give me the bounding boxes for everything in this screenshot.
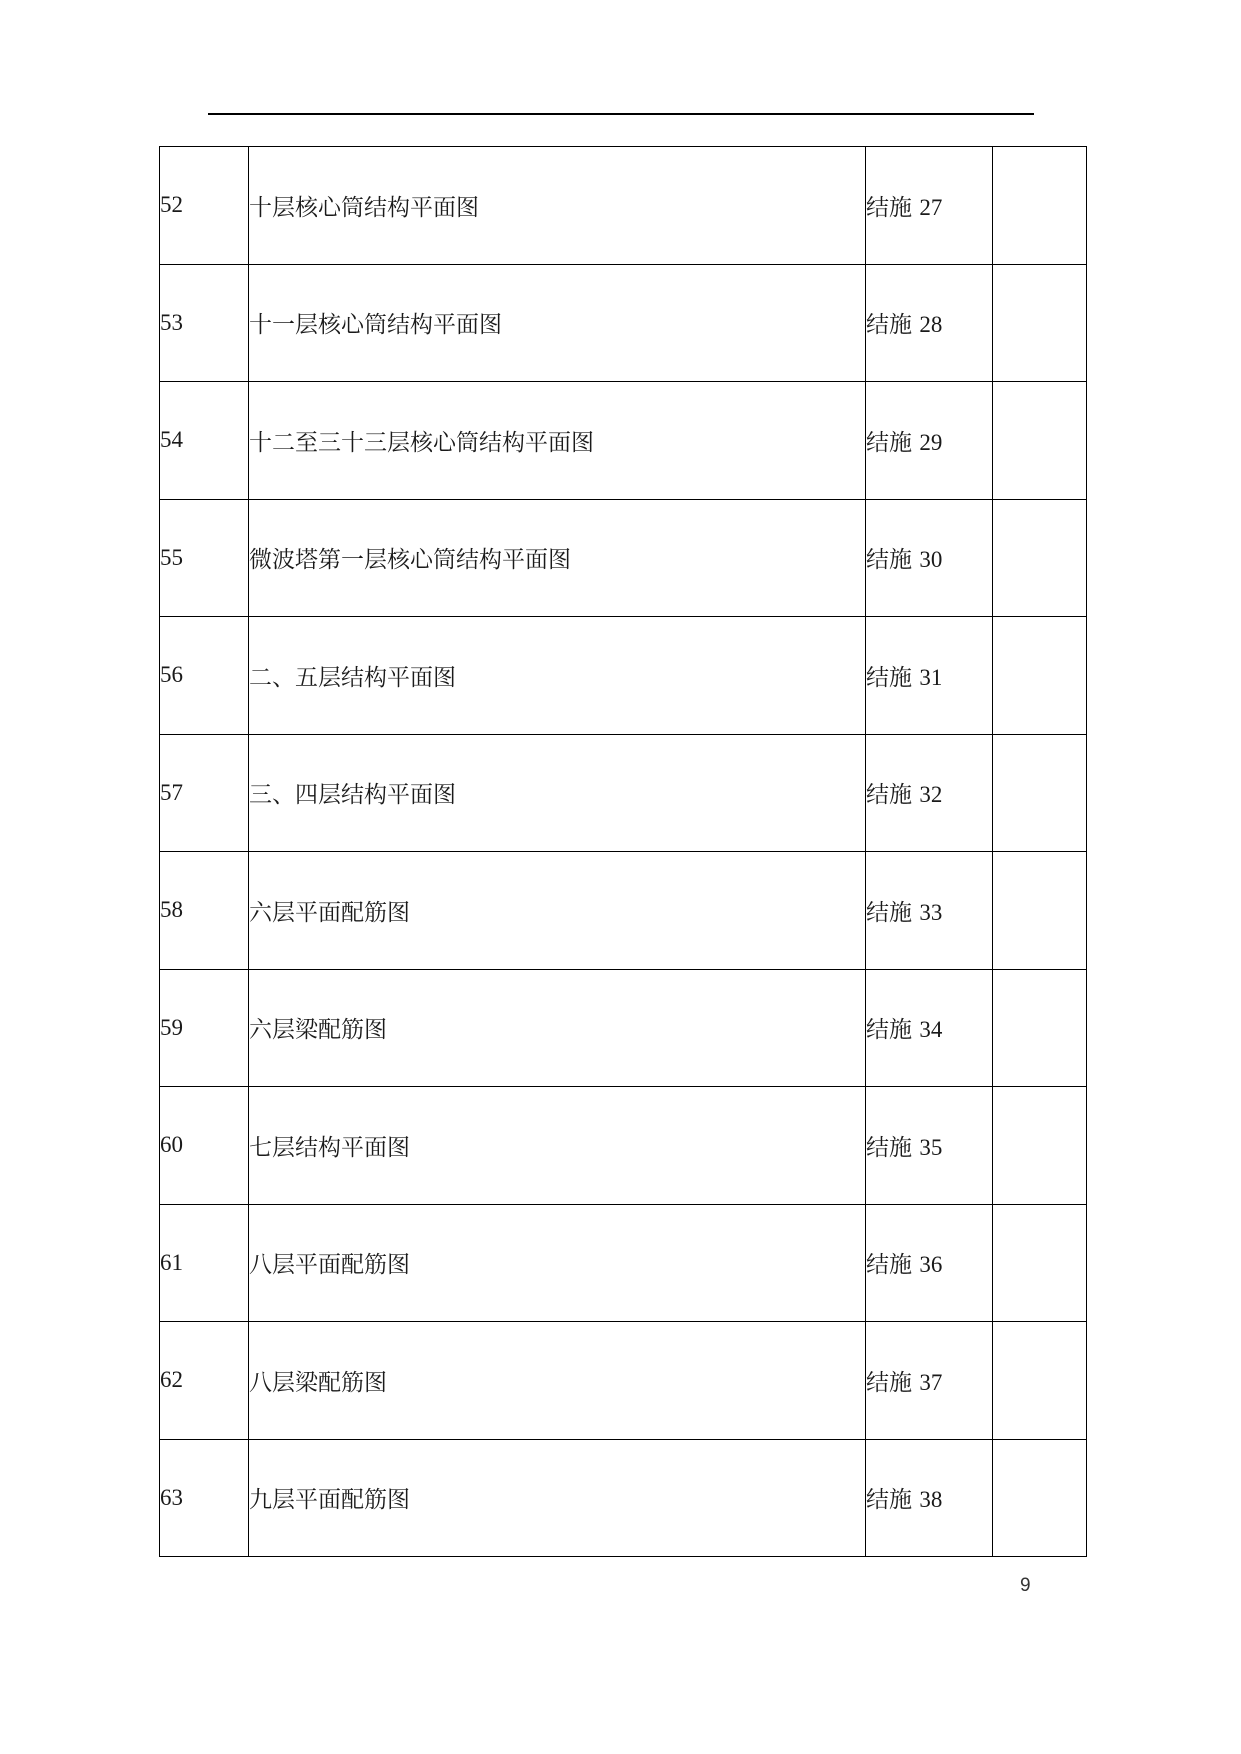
drawing-code (866, 264, 993, 382)
drawing-title: 微波塔第一层核心筒结构平面图 (249, 499, 866, 617)
drawing-title: 六层梁配筋图 (249, 969, 866, 1087)
drawing-title: 九层平面配筋图 (249, 1439, 866, 1557)
drawing-list-table (159, 146, 1087, 1557)
table-row (160, 382, 1087, 500)
drawing-code-prefix: 结施 (866, 1487, 912, 1514)
drawing-code-number: 29 (919, 429, 943, 455)
drawing-code-prefix: 结施 (866, 194, 912, 221)
remark-cell (993, 1439, 1087, 1557)
remark-cell (993, 1322, 1087, 1440)
table-row (160, 147, 1087, 265)
remark-cell (993, 1087, 1087, 1205)
drawing-title: 十层核心筒结构平面图 (249, 147, 866, 265)
drawing-code (866, 499, 993, 617)
remark-cell (993, 382, 1087, 500)
remark-cell (993, 147, 1087, 265)
drawing-title: 七层结构平面图 (249, 1087, 866, 1205)
drawing-title: 三、四层结构平面图 (249, 734, 866, 852)
table-row (160, 1439, 1087, 1557)
table-row (160, 264, 1087, 382)
remark-cell (993, 617, 1087, 735)
drawing-title: 二、五层结构平面图 (249, 617, 866, 735)
drawing-code-prefix: 结施 (866, 899, 912, 926)
remark-cell (993, 852, 1087, 970)
drawing-code-number: 38 (919, 1487, 943, 1513)
drawing-code-prefix: 结施 (866, 664, 912, 691)
row-number: 63 (160, 1439, 249, 1557)
drawing-code-number: 31 (919, 664, 943, 690)
table-row (160, 734, 1087, 852)
table-row (160, 1322, 1087, 1440)
remark-cell (993, 499, 1087, 617)
drawing-code-prefix: 结施 (866, 429, 912, 456)
row-number: 55 (160, 499, 249, 617)
drawing-code-prefix: 结施 (866, 547, 912, 574)
drawing-code-prefix: 结施 (866, 1369, 912, 1396)
remark-cell (993, 969, 1087, 1087)
drawing-list-body (160, 147, 1087, 1557)
table-row (160, 499, 1087, 617)
drawing-code-number: 37 (919, 1369, 943, 1395)
row-number: 62 (160, 1322, 249, 1440)
drawing-title: 八层梁配筋图 (249, 1322, 866, 1440)
row-number: 57 (160, 734, 249, 852)
row-number: 54 (160, 382, 249, 500)
drawing-code-number: 32 (919, 782, 943, 808)
drawing-code (866, 1087, 993, 1205)
table-row (160, 617, 1087, 735)
row-number: 61 (160, 1204, 249, 1322)
row-number: 52 (160, 147, 249, 265)
drawing-code (866, 382, 993, 500)
header-rule (208, 113, 1034, 115)
drawing-code-prefix: 结施 (866, 1252, 912, 1279)
drawing-code-prefix: 结施 (866, 1134, 912, 1161)
drawing-code-number: 36 (919, 1252, 943, 1278)
drawing-code-number: 33 (919, 899, 943, 925)
table-row (160, 1087, 1087, 1205)
drawing-title: 六层平面配筋图 (249, 852, 866, 970)
drawing-code (866, 734, 993, 852)
table-row (160, 852, 1087, 970)
drawing-title: 八层平面配筋图 (249, 1204, 866, 1322)
page-number: 9 (1020, 1575, 1031, 1596)
drawing-title: 十二至三十三层核心筒结构平面图 (249, 382, 866, 500)
table-row (160, 969, 1087, 1087)
drawing-code (866, 1439, 993, 1557)
drawing-code-number: 35 (919, 1134, 943, 1160)
table-row (160, 1204, 1087, 1322)
drawing-code (866, 1322, 993, 1440)
drawing-code (866, 1204, 993, 1322)
drawing-code-prefix: 结施 (866, 312, 912, 339)
drawing-code-prefix: 结施 (866, 782, 912, 809)
drawing-code (866, 147, 993, 265)
remark-cell (993, 264, 1087, 382)
drawing-code-number: 28 (919, 312, 943, 338)
drawing-code (866, 617, 993, 735)
row-number: 56 (160, 617, 249, 735)
drawing-code-number: 34 (919, 1017, 943, 1043)
drawing-code (866, 969, 993, 1087)
drawing-code (866, 852, 993, 970)
row-number: 53 (160, 264, 249, 382)
drawing-code-number: 27 (919, 194, 943, 220)
drawing-code-prefix: 结施 (866, 1017, 912, 1044)
row-number: 58 (160, 852, 249, 970)
drawing-code-number: 30 (919, 547, 943, 573)
row-number: 59 (160, 969, 249, 1087)
remark-cell (993, 734, 1087, 852)
remark-cell (993, 1204, 1087, 1322)
drawing-title: 十一层核心筒结构平面图 (249, 264, 866, 382)
row-number: 60 (160, 1087, 249, 1205)
